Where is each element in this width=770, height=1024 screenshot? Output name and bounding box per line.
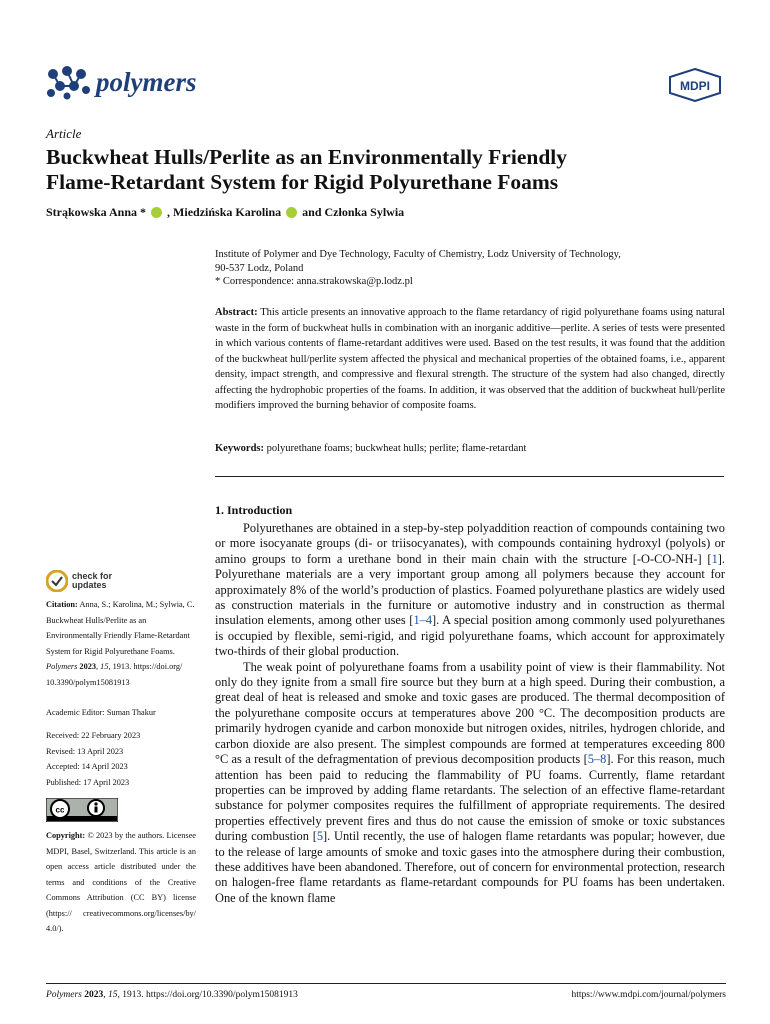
keywords — [215, 443, 725, 454]
article-type-label: Article — [46, 126, 82, 141]
copyright-label: Copyright: — [46, 831, 86, 840]
revised-date: Revised: 13 April 2023 — [46, 746, 124, 756]
check-label-2: updates — [72, 580, 107, 590]
reference-link[interactable]: 1–4 — [413, 613, 433, 628]
author-3: and Członka Sylwia — [302, 205, 405, 219]
title-line-1: Buckwheat Hulls/Perlite as an Environmentally Friendly — [46, 145, 567, 169]
footer-journal-url[interactable]: https://www.mdpi.com/journal/polymers — [571, 990, 726, 1000]
journal-logo — [46, 60, 197, 104]
article-title — [46, 145, 726, 195]
abstract-text: This article presents an innovative approach to the flame retardancy of rigid polyurethane foams using natural waste in the form of buckwheat hulls in combination with an inorganic additive—perlite. A series of tests were presented in which various contents of flame-retardant additives were used. Based on the test results, it was found that the addition of the buckwheat hull/perlite system affected the physical and mechanical properties of the obtained foams, i.e., apparent density, impact strength, and compressive and flexural strength. The structure of the system had also changed, directly affecting the hydrophobic properties of the foams. In addition, it was observed that the addition of buckwheat hull/perlite modifiers improved the burning behavior of composite foams. — [215, 307, 726, 411]
abstract-label: Abstract: — [215, 307, 258, 318]
mdpi-logo-icon — [668, 68, 722, 102]
affiliation-block — [215, 248, 730, 289]
received-date: Received: 22 February 2023 — [46, 731, 141, 740]
citation-label: Citation: — [46, 600, 78, 609]
author-list — [46, 205, 404, 220]
reference-link[interactable]: 5 — [316, 829, 324, 844]
reference-link[interactable]: 1 — [711, 551, 718, 566]
affiliation-line-1: Institute of Polymer and Dye Technology, Faculty of Chemistry, Lodz University of Technology, — [215, 249, 621, 260]
cc-by-license-icon[interactable] — [46, 798, 118, 822]
footer-divider — [46, 983, 726, 984]
copyright-block — [46, 828, 196, 937]
citation-block: Citation: Anna, S.; Karolina, M.; Sylwia, C. Buckwheat Hulls/Perlite as an Environmentally Friendly Flame-Retardant System for Rigid Polyurethane Foams. Polymers 2023, 15, 1913. https://doi.org/ 10.3390/polym15081913 — [46, 600, 195, 687]
check-label-1: check for — [72, 571, 113, 581]
divider — [215, 476, 724, 477]
correspondence: * Correspondence: anna.strakowska@p.lodz.pl — [215, 276, 413, 287]
accepted-date: Accepted: 14 April 2023 — [46, 762, 128, 771]
abstract — [215, 305, 725, 414]
check-for-updates-button[interactable] — [46, 570, 112, 592]
journal-name: polymers — [96, 66, 197, 97]
reference-link[interactable]: 5–8 — [587, 752, 607, 767]
author-1: Strąkowska Anna * — [46, 205, 147, 219]
published-date: Published: 17 April 2023 — [46, 777, 130, 787]
author-2: , Miedzińska Karolina — [167, 205, 282, 219]
paragraph: Polyurethanes are obtained in a step-by-step polyaddition reaction of compounds containing two or more isocyanate groups (di- or triisocyanates), with compounds containing hydroxyl (polyols) or amino groups to form a urethane bond in their main chain with the structure [-O-CO-NH-] [1]. Polyurethane materials are a very important group among all polymers because they account for approximately 8% of the world’s production of plastics. Foamed polyurethane plastics are widely used as construction materials in the furniture or automotive industry and in construction as thermal insulation elements, among other uses [1–4]. A special position among commonly used polyurethanes is occupied by flexible, semi-rigid, and rigid polyurethane foams, which account for approximately two-thirds of their global production. — [215, 521, 725, 659]
dates-block — [46, 728, 196, 790]
orcid-icon[interactable] — [286, 207, 297, 218]
orcid-icon[interactable] — [151, 207, 162, 218]
title-line-2: Flame-Retardant System for Rigid Polyurethane Foams — [46, 170, 559, 194]
check-updates-icon — [46, 570, 68, 592]
section-heading: 1. Introduction — [215, 503, 293, 517]
affiliation-line-2: 90-537 Lodz, Poland — [215, 262, 304, 274]
footer-citation: Polymers 2023, 15, 1913. https://doi.org/10.3390/polym15081913 — [46, 990, 298, 1000]
paragraph: The weak point of polyurethane foams from a usability point of view is their flammability. Not only do they ignite from a small fire source but they burn at a high speed. During their combustion, a great deal of heat is released and smoke and toxic gases are produced. The thermal decomposition of the polyurethane composite occurs at temperatures above 200 °C. The decomposition products are primarily hydrogen cyanide and carbon monoxide but nitrogen oxides, nitriles, hydrogen chloride, and carbon dioxide are also present. The simplest compounds are formed at temperatures exceeding 800 °C as a result of the defragmentation of previous decomposition products [5–8]. For this reason, much attention has been paid to reducing the flammability of PU foams. Currently, flame retardant properties can be improved by adding flame retardants. The selection of an effective flame-retardant substance for polymer composites requires the fulfillment of appropriate requirements. The desired properties effectively prevent fires and thus do not cause the emission of smoke or toxic substances during combustion [5]. Until recently, the use of halogen flame retardants was popular; however, due to the release of large amounts of smoke and toxic gases into the atmosphere during their combustion, these additives have been abandoned. Therefore, out of concern for environmental protection, research on halogen-free flame retardants as flame-retardant compounds for PU foams has been undertaken. One of the known flame — [215, 659, 725, 905]
page-footer — [46, 990, 726, 1000]
body-text — [215, 521, 725, 906]
keywords-label: Keywords: — [215, 443, 264, 454]
polymers-logo-icon — [46, 64, 92, 100]
copyright-text: © 2023 by the authors. Licensee MDPI, Basel, Switzerland. This article is an open access article distributed under the terms and conditions of the Creative Commons Attribution (CC BY) license (https:// creativecommons.org/licenses/by/ 4.0/). — [46, 831, 196, 933]
academic-editor: Academic Editor: Suman Thakur — [46, 708, 156, 717]
svg-text:cc: cc — [55, 805, 65, 815]
keywords-text: polyurethane foams; buckwheat hulls; perlite; flame-retardant — [266, 443, 527, 454]
mdpi-logo-text: MDPI — [680, 79, 710, 93]
